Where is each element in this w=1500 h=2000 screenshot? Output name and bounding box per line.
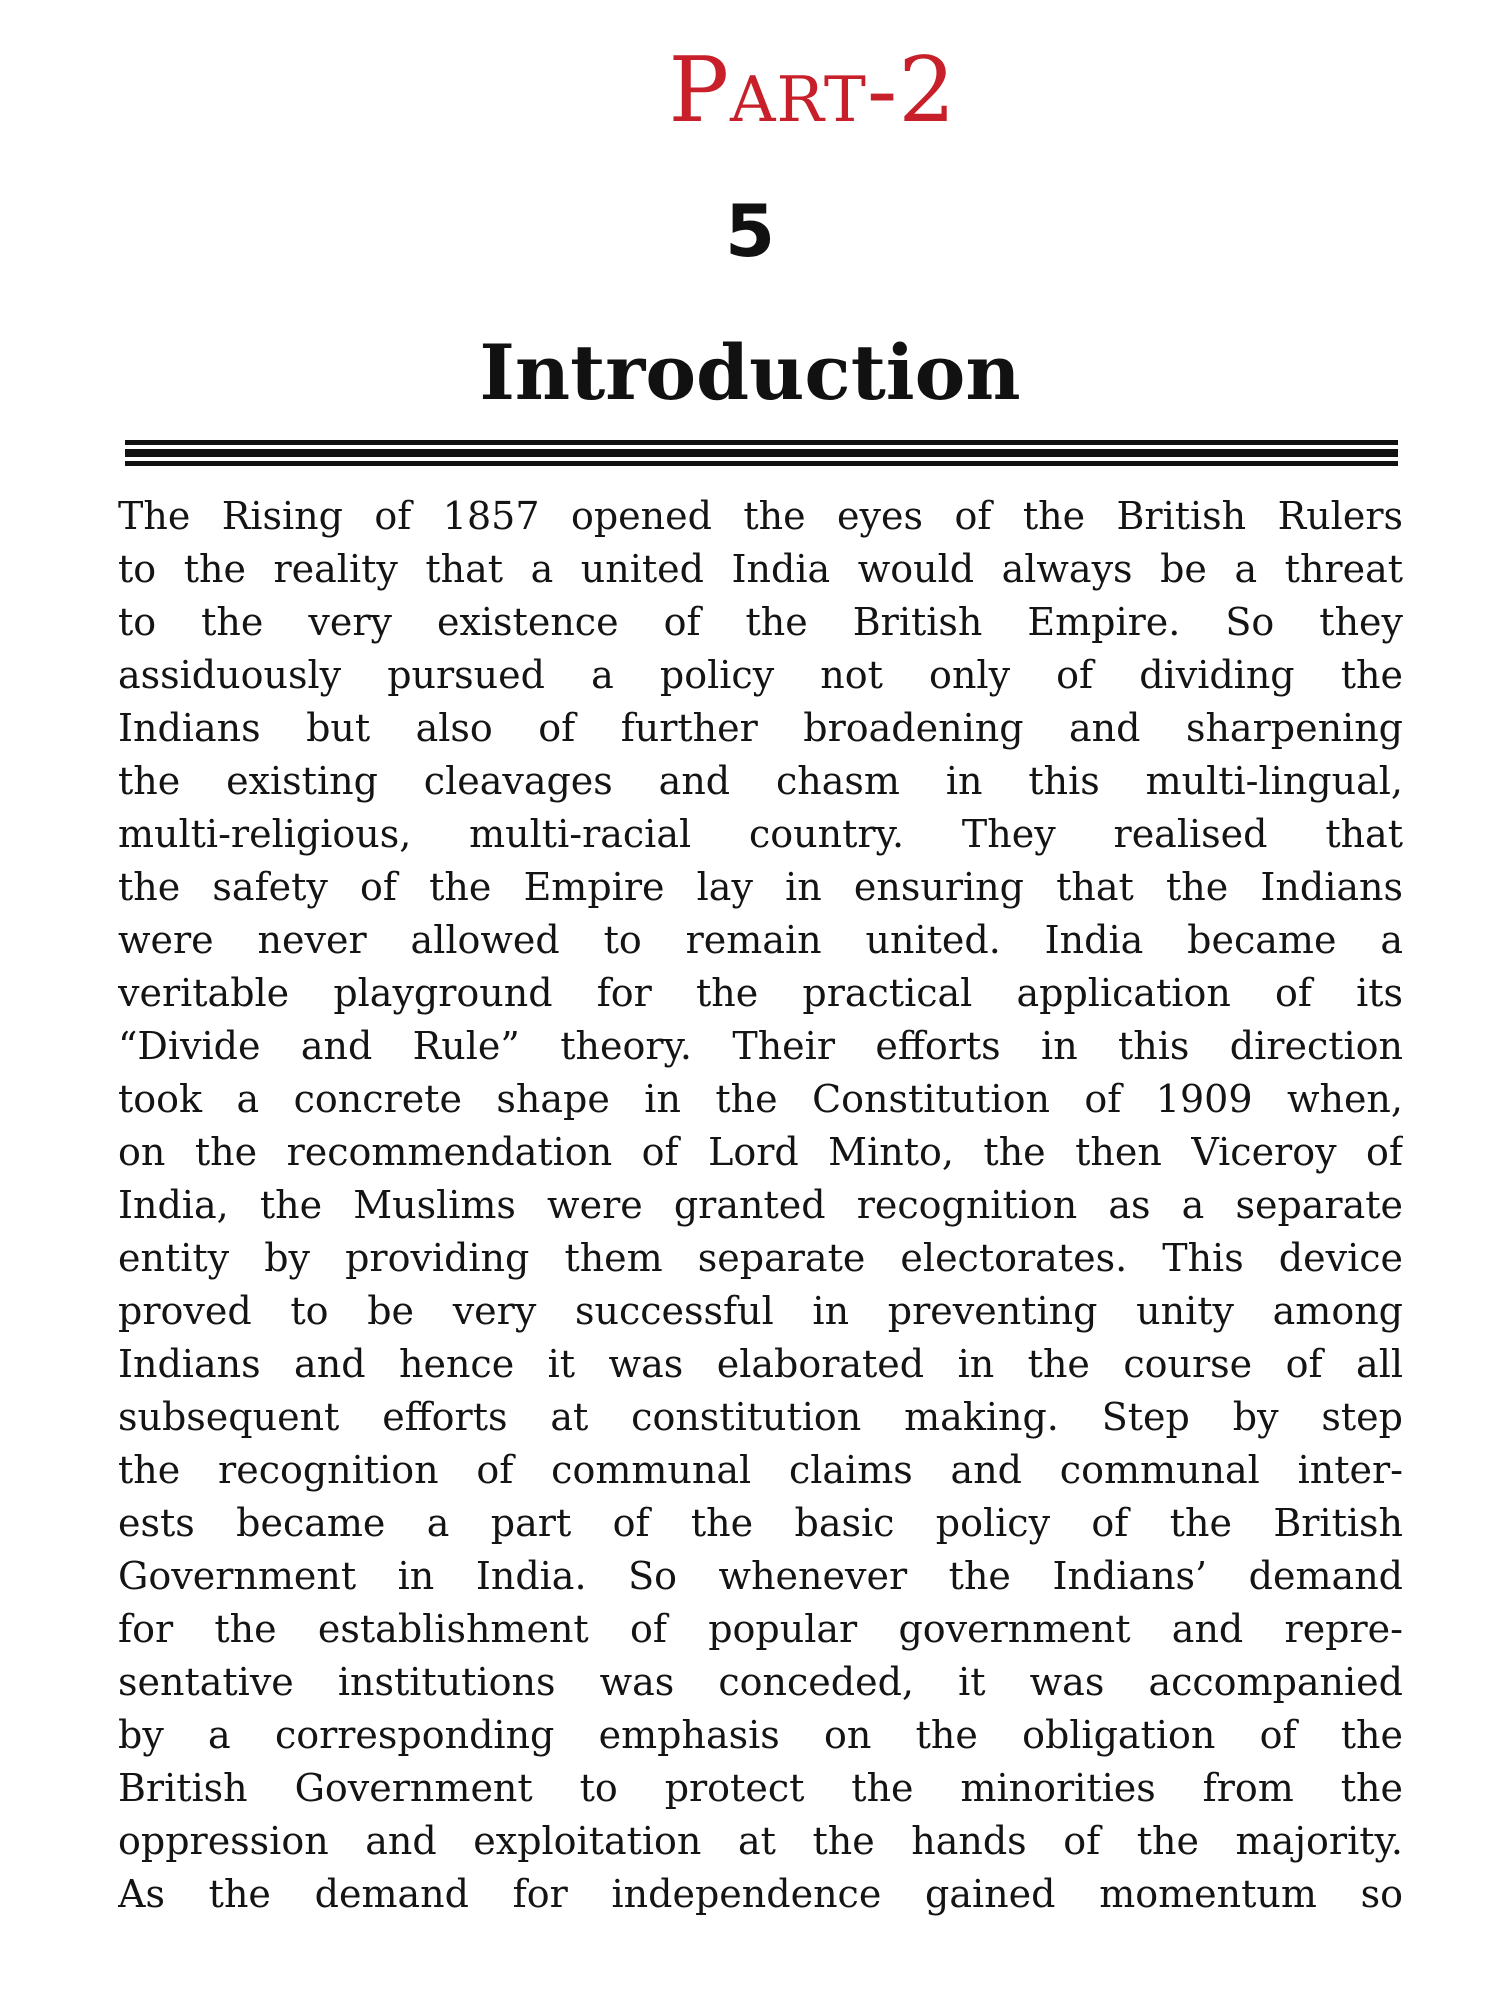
divider-line-bottom <box>125 461 1398 466</box>
text-line: The Rising of 1857 opened the eyes of the British Rulers <box>118 494 1403 538</box>
text-line: “Divide and Rule” theory. Their efforts in this direction <box>118 1024 1403 1068</box>
text-line: were never allowed to remain united. India became a <box>118 918 1403 962</box>
text-line: on the recommendation of Lord Minto, the then Viceroy of <box>118 1130 1403 1174</box>
text-line: entity by providing them separate electorates. This device <box>118 1236 1403 1280</box>
text-line: the recognition of communal claims and communal inter- <box>118 1448 1403 1492</box>
part-heading: Part-2 <box>668 38 957 143</box>
text-line: took a concrete shape in the Constitution of 1909 when, <box>118 1077 1403 1121</box>
text-line: assiduously pursued a policy not only of dividing the <box>118 653 1403 697</box>
text-line: British Government to protect the minorities from the <box>118 1766 1403 1810</box>
divider-line-middle <box>125 449 1398 457</box>
text-line: Indians but also of further broadening and sharpening <box>118 706 1403 750</box>
text-line: subsequent efforts at constitution making. Step by step <box>118 1395 1403 1439</box>
title-divider <box>125 440 1398 466</box>
text-line: the safety of the Empire lay in ensuring that the Indians <box>118 865 1403 909</box>
divider-line-top <box>125 440 1398 445</box>
text-line: India, the Muslims were granted recognition as a separate <box>118 1183 1403 1227</box>
text-line: for the establishment of popular government and repre- <box>118 1607 1403 1651</box>
text-line: to the reality that a united India would always be a threat <box>118 547 1403 591</box>
text-line: to the very existence of the British Empire. So they <box>118 600 1403 644</box>
text-line: veritable playground for the practical application of its <box>118 971 1403 1015</box>
text-line: sentative institutions was conceded, it was accompanied <box>118 1660 1403 1704</box>
text-line: the existing cleavages and chasm in this multi-lingual, <box>118 759 1403 803</box>
text-line: multi-religious, multi-racial country. They realised that <box>118 812 1403 856</box>
text-line: ests became a part of the basic policy of the British <box>118 1501 1403 1545</box>
text-line: by a corresponding emphasis on the obligation of the <box>118 1713 1403 1757</box>
text-line: Indians and hence it was elaborated in the course of all <box>118 1342 1403 1386</box>
body-paragraph <box>118 490 1403 1921</box>
chapter-title: Introduction <box>479 328 1021 417</box>
text-line: Government in India. So whenever the Indians’ demand <box>118 1554 1403 1598</box>
text-line: As the demand for independence gained momentum so <box>118 1872 1403 1916</box>
text-line: proved to be very successful in preventing unity among <box>118 1289 1403 1333</box>
text-line: oppression and exploitation at the hands of the majority. <box>118 1819 1403 1863</box>
chapter-number: 5 <box>724 189 776 273</box>
